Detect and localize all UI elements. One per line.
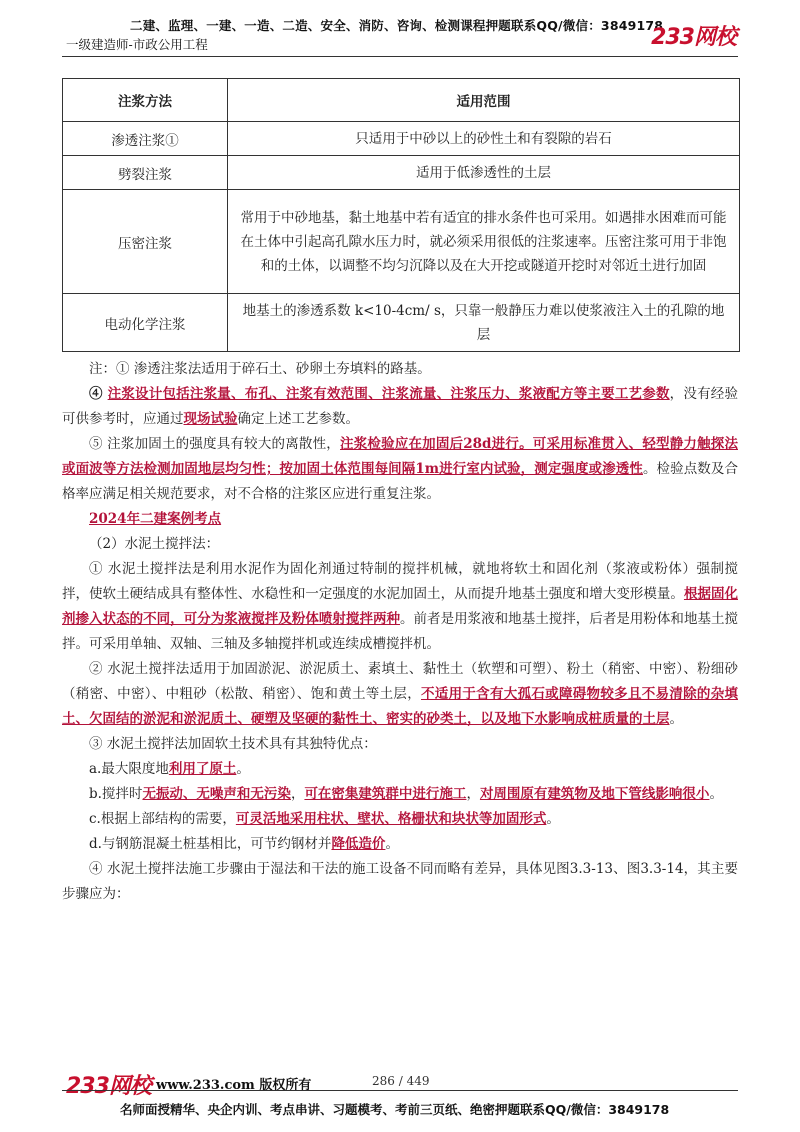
- mixing-point-4: ④ 水泥土搅拌法施工步骤由于湿法和干法的施工设备不同而略有差异，具体见图3.3-13、图3.3-14，其主要步骤应为：: [62, 861, 738, 902]
- table-cell-method: 劈裂注浆: [63, 156, 228, 190]
- footer-promo: 名师面授精华、央企内训、考点串讲、习题模考、考前三页纸、绝密押题联系QQ/微信：3849178: [120, 1102, 670, 1117]
- table-cell-method: 电动化学注浆: [63, 294, 228, 352]
- table-header-scope: 适用范围: [228, 79, 740, 122]
- b-highlight-2: 可在密集建筑群中进行施工: [304, 786, 467, 802]
- m1-highlight: 根据固化剂掺入状态的不同，可分为浆液搅拌及粉体喷射搅拌两种: [62, 586, 738, 627]
- case-title: 2024年二建案例考点: [89, 511, 222, 527]
- grouting-methods-table: [62, 78, 740, 352]
- footer-divider: [62, 1090, 738, 1091]
- p5-end: 。检验点数及合格率应满足相关规范要求，对不合格的注浆区应进行重复注浆。: [62, 461, 738, 502]
- header-divider: [62, 56, 738, 57]
- d-end: 。: [385, 836, 399, 852]
- advantage-a: [62, 757, 738, 782]
- m2-end: 。: [669, 711, 683, 727]
- table-cell-method: 渗透注浆①: [63, 122, 228, 156]
- d-pre: d.与钢筋混凝土桩基相比，可节约钢材并: [89, 836, 332, 852]
- table-header-method: 注浆方法: [63, 79, 228, 122]
- table-row: [63, 122, 740, 156]
- header-promo: 二建、监理、一建、一造、二造、安全、消防、咨询、检测课程押题联系QQ/微信：3849178: [130, 18, 664, 33]
- b-highlight-1: 无振动、无噪声和无污染: [142, 786, 291, 802]
- body-content: [62, 357, 738, 907]
- table-row: [63, 294, 740, 352]
- p5-prefix: ⑤ 注浆加固土的强度具有较大的离散性，: [89, 436, 340, 452]
- c-highlight: 可灵活地采用柱状、壁状、格栅状和块状等加固形式: [235, 811, 547, 827]
- table-cell-scope: 常用于中砂地基，黏土地基中若有适宜的排水条件也可采用。如遇排水困难而可能在土体中引起高孔隙水压力时，就必须采用很低的注浆速率。压密注浆可用于非饱和的土体，以调整不均匀沉降以及在大开挖或隧道开挖时对邻近土进行加固: [228, 190, 740, 294]
- footer-site: www.233.com 版权所有: [156, 1078, 312, 1093]
- b-mid2: ，: [466, 786, 480, 802]
- table-header-row: [63, 79, 740, 122]
- m2-text: ② 水泥土搅拌法适用于加固淤泥、淤泥质土、素填土、黏性土（软塑和可塑）、粉土（稍密、中密）、粉细砂（稍密、中密）、中粗砂（松散、稍密）、饱和黄土等土层，: [62, 661, 738, 702]
- p4-highlight-1: 注浆设计包括注浆量、布孔、注浆有效范围、注浆流量、注浆压力、浆液配方等主要工艺参数: [107, 386, 670, 402]
- table-cell-scope: 适用于低渗透性的土层: [228, 156, 740, 190]
- advantage-c: [62, 807, 738, 832]
- brand-logo: 233网校: [651, 25, 736, 50]
- page-number: 286 / 449: [372, 1074, 430, 1088]
- b-end: 。: [709, 786, 723, 802]
- a-pre: a.最大限度地: [89, 761, 169, 777]
- b-pre: b.搅拌时: [89, 786, 143, 802]
- a-end: 。: [236, 761, 250, 777]
- a-highlight: 利用了原土: [168, 761, 237, 777]
- m1-text: ① 水泥土搅拌法是利用水泥作为固化剂通过特制的搅拌机械，就地将软土和固化剂（浆液或粉体）强制搅拌，使软土硬结成具有整体性、水稳性和一定强度的水泥加固土，从而提升地基土强度和增大变形模量。: [62, 561, 738, 602]
- c-pre: c.根据上部结构的需要，: [89, 811, 236, 827]
- advantage-d: [62, 832, 738, 857]
- p4-mid: ，没有经验可供参考时，应通过: [62, 386, 739, 427]
- p4-prefix: ④: [89, 386, 108, 402]
- m1-end: 。前者是用浆液和地基土搅拌，后者是用粉体和地基土搅拌。可采用单轴、双轴、三轴及多轴搅拌机或连续成槽搅拌机。: [62, 611, 739, 652]
- note-paragraph: 注：① 渗透注浆法适用于碎石土、砂卵土夯填料的路基。: [89, 361, 431, 377]
- b-mid: ，: [290, 786, 305, 802]
- table-row: [63, 156, 740, 190]
- mixing-point-2: [62, 657, 738, 732]
- advantage-b: [62, 782, 738, 807]
- p5-highlight: 注浆检验应在加固后28d进行。可采用标准贯入、轻型静力触探法或面波等方法检测加固地层均匀性；按加固土体范围每间隔1m进行室内试验，测定强度或渗透性: [62, 436, 738, 477]
- m2-highlight: 不适用于含有大孤石或障碍物较多且不易清除的杂填土、欠固结的淤泥和淤泥质土、硬塑及坚硬的黏性土、密实的砂类土，以及地下水影响成桩质量的土层: [62, 686, 739, 727]
- header-subtitle: 一级建造师-市政公用工程: [66, 37, 208, 52]
- table-cell-method: 压密注浆: [63, 190, 228, 294]
- paragraph-5: [62, 432, 738, 507]
- p4-end: 确定上述工艺参数。: [237, 411, 359, 427]
- b-highlight-3: 对周围原有建筑物及地下管线影响很小: [479, 786, 710, 802]
- table-cell-scope: 只适用于中砂以上的砂性土和有裂隙的岩石: [228, 122, 740, 156]
- d-highlight: 降低造价: [331, 836, 386, 852]
- mixing-point-3: ③ 水泥土搅拌法加固软土技术具有其独特优点：: [89, 736, 377, 752]
- table-row: [63, 190, 740, 294]
- p4-highlight-2: 现场试验: [183, 411, 238, 427]
- table-cell-scope: 地基土的渗透系数 k<10-4cm/ s，只靠一般静压力难以使浆液注入土的孔隙的地层: [228, 294, 740, 352]
- section-2-heading: （2）水泥土搅拌法：: [89, 536, 220, 552]
- footer-logo: 233网校: [66, 1074, 151, 1099]
- paragraph-4: [62, 382, 738, 432]
- c-end: 。: [546, 811, 560, 827]
- mixing-point-1: [62, 557, 738, 657]
